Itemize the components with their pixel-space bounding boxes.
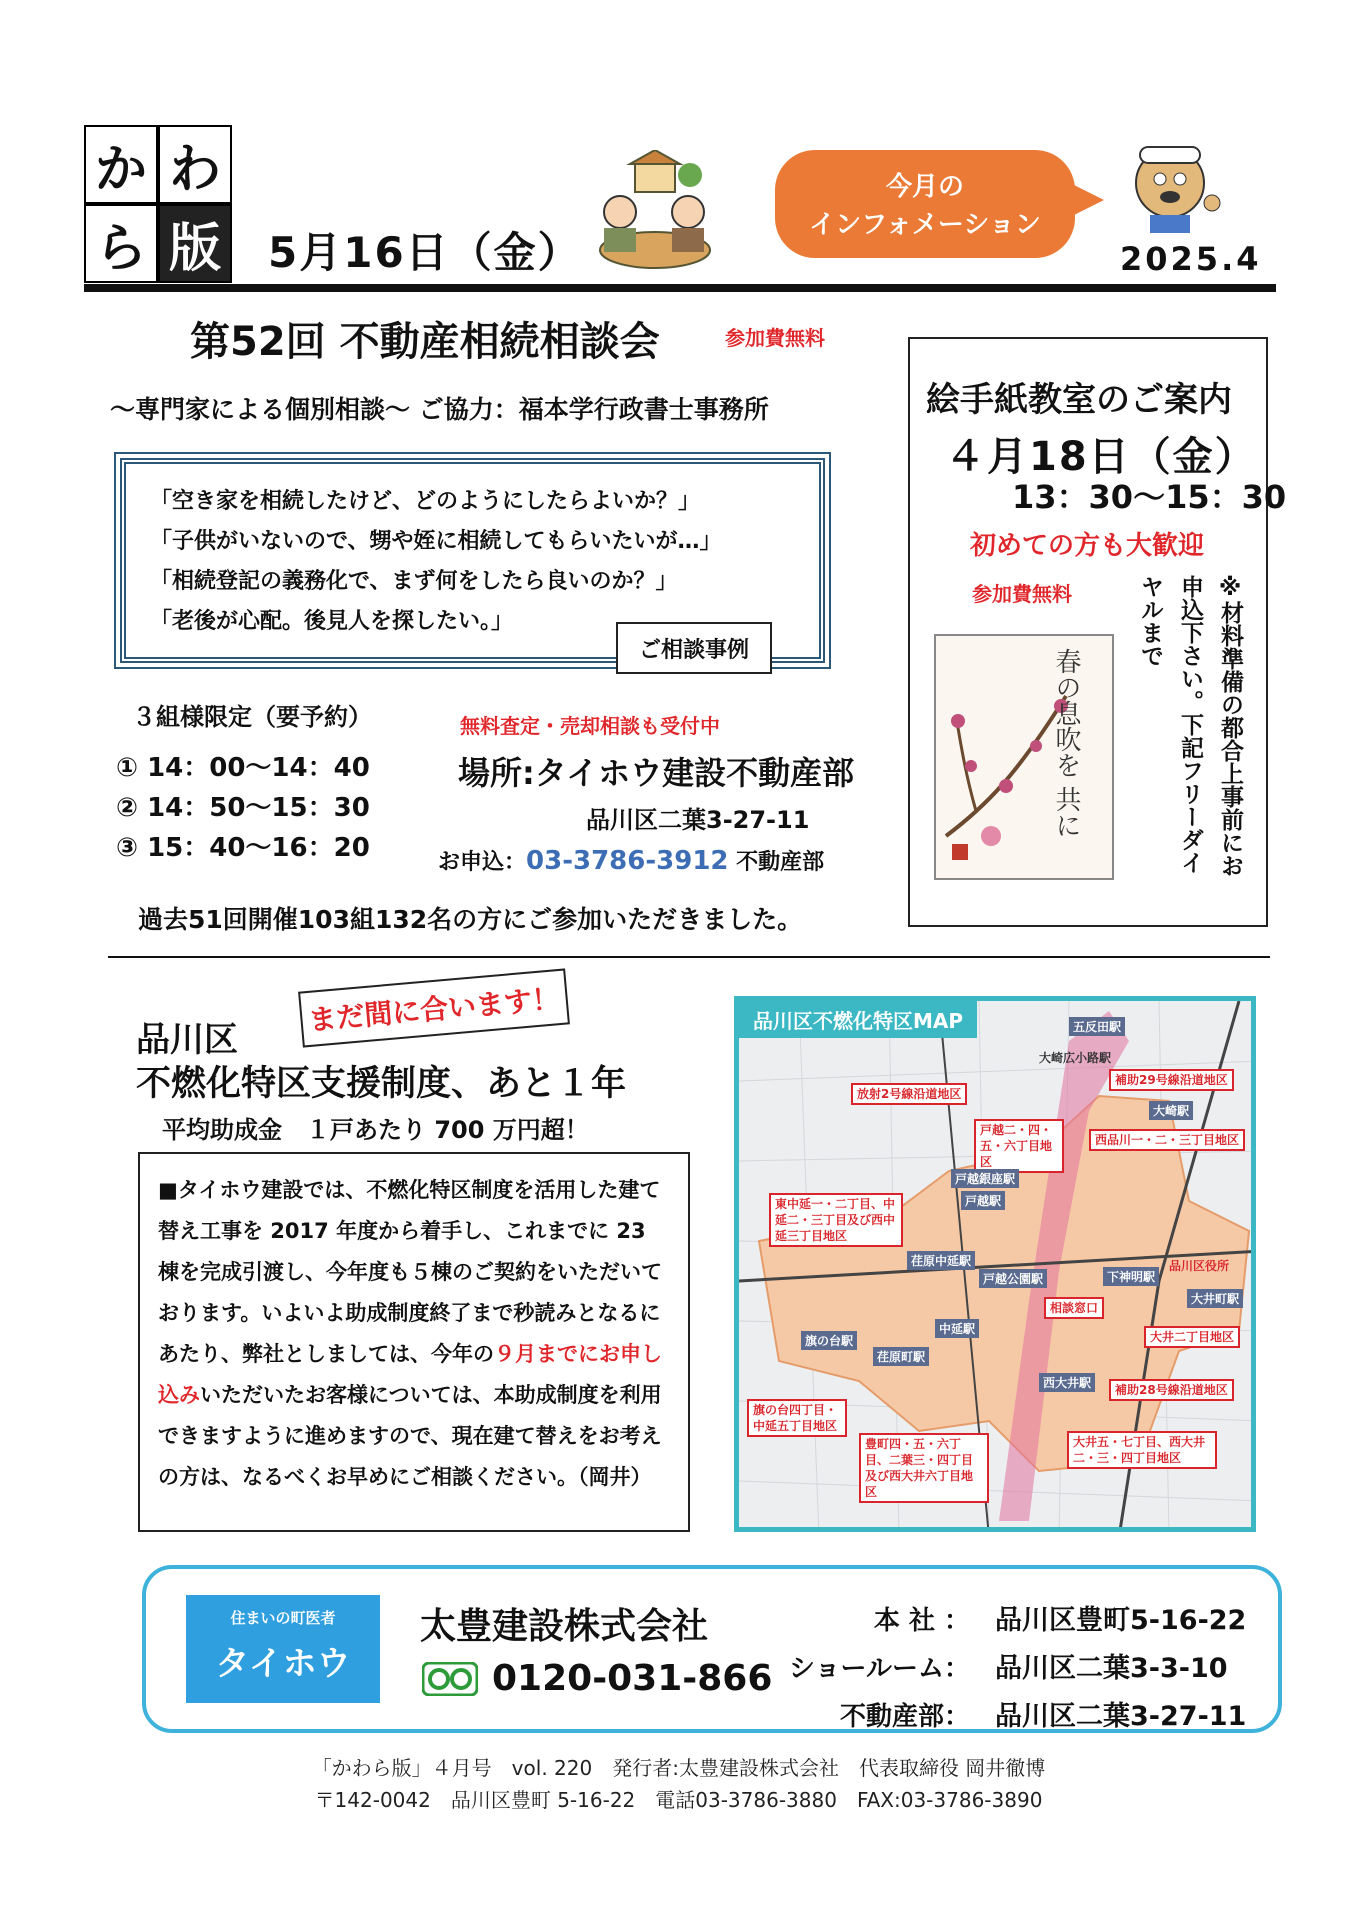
logo-wordmark: タイホウ [215, 1644, 351, 1684]
free-badge: 参加費無料 [725, 326, 825, 350]
body-highlight: ９月までにお申し込み [158, 1342, 662, 1407]
venue-address: 品川区二葉3-27-11 [586, 806, 810, 834]
map-station: 五反田駅 [1069, 1017, 1125, 1036]
map-station: 大崎広小路駅 [1039, 1051, 1112, 1065]
deadline-stamp: まだ間に合います！ [298, 968, 570, 1047]
map-station: 西大井駅 [1039, 1373, 1095, 1392]
fireproof-body [138, 1152, 690, 1532]
freedial-icon [422, 1662, 478, 1696]
consultation-illustration [590, 150, 720, 280]
apply-dept: 不動産部 [728, 850, 825, 875]
etegami-note: ※材料準備の都合上事前にお申込下さい。下記フリーダイヤルまで [1137, 575, 1243, 877]
map-station: 下神明駅 [1103, 1267, 1159, 1286]
colophon-line: 「かわら版」４月号 vol. 220 発行者:太豊建設株式会社 代表取締役 岡井徹博 [311, 1756, 1046, 1780]
map-district: 西品川一・二・三丁目地区 [1089, 1129, 1245, 1151]
taiho-logo [186, 1595, 380, 1703]
case-tag: ご相談事例 [616, 622, 772, 674]
case-item: 「相続登記の義務化で、まず何をしたら良いのか？」 [150, 569, 678, 594]
map-district: 放射2号線沿道地区 [851, 1083, 967, 1105]
map-ward-office: 品川区役所 [1169, 1259, 1230, 1273]
apply-phone[interactable]: 03-3786-3912 [526, 846, 729, 876]
fireproof-title: 不燃化特区支援制度、あと１年 [136, 1064, 627, 1104]
fireproof-zone-map [734, 996, 1256, 1532]
freedial-number[interactable]: 0120-031-866 [492, 1658, 773, 1699]
map-district: 東中延一・二丁目、中延二・三丁目及び西中延三丁目地区 [769, 1193, 903, 1247]
etegami-title: 絵手紙教室のご案内 [926, 380, 1232, 420]
kawaraban-logo [84, 125, 232, 279]
map-consult-office: 相談窓口 [1044, 1297, 1104, 1319]
bubble-tail [1068, 182, 1104, 218]
map-station: 戸越銀座駅 [951, 1169, 1019, 1188]
map-station: 荏原中延駅 [907, 1251, 975, 1270]
etegami-date: ４月18日（金） [945, 434, 1257, 480]
map-district: 戸越二・四・五・六丁目地区 [974, 1119, 1064, 1173]
colophon-line: 〒142-0042 品川区豊町 5-16-22 電話03-3786-3880 FAX:03-3786-3890 [314, 1788, 1043, 1812]
map-station: 大井町駅 [1187, 1289, 1243, 1308]
map-district: 大井五・七丁目、西大井二・三・四丁目地区 [1067, 1431, 1217, 1469]
map-district: 補助29号線沿道地区 [1109, 1069, 1234, 1091]
map-station: 戸越公園駅 [979, 1269, 1047, 1288]
etegami-time: 13：30～15：30 [1012, 478, 1287, 516]
reservation-limit: ３組様限定（要予約） [132, 703, 372, 731]
header-divider [84, 284, 1276, 292]
branch-label: 本 社 ： [873, 1606, 970, 1636]
body-text: ■タイホウ建設では、不燃化特区制度を活用した建て替え工事を 2017 年度から着手し、これまでに 23 棟を完成引渡し、今年度も５棟のご契約をいただいております。いよいよ助成制度終了まで秒読みとなるにあたり、弊社としましては、今年の [158, 1178, 662, 1366]
time-slot: ② 14：50～15：30 [116, 793, 370, 823]
time-slot: ③ 15：40～16：20 [116, 833, 370, 863]
etegami-painting [934, 634, 1114, 880]
etegami-welcome: 初めての方も大歓迎 [970, 531, 1205, 561]
map-station: 旗の台駅 [801, 1331, 857, 1350]
section-divider [108, 956, 1270, 958]
logo-char: か [84, 125, 158, 204]
appraisal-note: 無料査定・売却相談も受付中 [460, 714, 720, 738]
past-events-note: 過去51回開催103組132名の方にご参加いただきました。 [138, 905, 803, 934]
monthly-info-bubble [775, 150, 1075, 258]
time-slot: ① 14：00～14：40 [116, 753, 370, 783]
branch-address: 品川区二葉3-27-11 [995, 1701, 1247, 1732]
ward-label: 品川区 [136, 1020, 238, 1060]
fireproof-subtitle: 平均助成金 １戸あたり 700 万円超！ [162, 1116, 589, 1144]
painting-calligraphy: 春の息吹を 共に [1051, 648, 1081, 839]
map-station: 中延駅 [935, 1319, 979, 1338]
map-title: 品川区不燃化特区MAP [739, 1001, 977, 1038]
map-district: 旗の台四丁目・中延五丁目地区 [747, 1399, 847, 1437]
map-station: 戸越駅 [961, 1191, 1005, 1210]
body-text: いただいたお客様については、本助成制度を利用できますように進めますので、現在建て替えをお考えの方は、なるべくお早めにご相談ください。（岡井） [158, 1383, 662, 1489]
apply-line [438, 845, 824, 876]
seminar-title: 第52回 不動産相続相談会 [190, 319, 660, 365]
map-district: 大井二丁目地区 [1144, 1326, 1240, 1348]
branch-label: 不動産部： [839, 1702, 970, 1732]
map-station: 大崎駅 [1149, 1101, 1193, 1120]
logo-tagline: 住まいの町医者 [230, 1609, 336, 1627]
case-item: 「空き家を相続したけど、どのようにしたらよいか？」 [150, 489, 701, 514]
bubble-line: 今月の [885, 172, 964, 202]
event-date: 5月16日（金） [268, 228, 582, 277]
venue: 場所:タイホウ建設不動産部 [458, 754, 855, 792]
logo-char: 版 [158, 204, 232, 283]
branch-address: 品川区豊町5-16-22 [995, 1605, 1247, 1636]
freedial[interactable] [422, 1658, 772, 1699]
apply-label: お申込： [438, 850, 527, 875]
seminar-subtitle: ～専門家による個別相談～ ご協力：福本学行政書士事務所 [110, 395, 769, 424]
case-item: 「子供がいないので、甥や姪に相続してもらいたいが…」 [150, 529, 722, 554]
issue-date: 2025.4 [1120, 240, 1262, 278]
bubble-line: インフォメーション [809, 210, 1041, 240]
map-district: 補助28号線沿道地区 [1109, 1379, 1234, 1401]
case-item: 「老後が心配。後見人を探したい。」 [150, 609, 514, 634]
map-station: 荏原町駅 [873, 1347, 929, 1366]
map-district: 豊町四・五・六丁目、二葉三・四丁目及び西大井六丁目地区 [859, 1433, 989, 1503]
dog-mascot-icon [1120, 135, 1230, 235]
etegami-free: 参加費無料 [972, 582, 1072, 606]
branch-label: ショールーム： [789, 1654, 970, 1684]
logo-char: わ [158, 125, 232, 204]
plum-blossom-icon [936, 636, 1112, 878]
branch-address: 品川区二葉3-3-10 [995, 1653, 1228, 1684]
logo-char: ら [84, 204, 158, 283]
company-name: 太豊建設株式会社 [420, 1606, 709, 1647]
